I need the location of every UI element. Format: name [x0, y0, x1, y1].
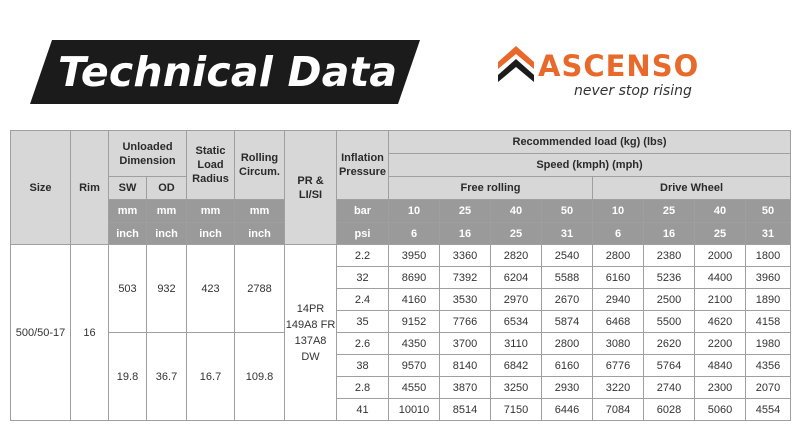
- load: 4160: [389, 289, 440, 311]
- load: 6776: [593, 355, 644, 377]
- unit-mm-rc: mm: [235, 200, 285, 223]
- speed-mph: 16: [644, 223, 695, 245]
- header-speed: Speed (kmph) (mph): [389, 154, 791, 177]
- load: 4554: [746, 399, 791, 421]
- load: 8690: [389, 267, 440, 289]
- load: 4840: [695, 355, 746, 377]
- load: 4620: [695, 311, 746, 333]
- speed-mph: 31: [542, 223, 593, 245]
- unit-bar: bar: [337, 200, 389, 223]
- load: 3110: [491, 333, 542, 355]
- load: 2800: [593, 245, 644, 267]
- pr-li-si: 14PR 149A8 FR 137A8 DW: [285, 245, 337, 421]
- load: 1890: [746, 289, 791, 311]
- speed-kmph: 40: [491, 200, 542, 223]
- unit-inch-od: inch: [147, 223, 187, 245]
- load: 6534: [491, 311, 542, 333]
- unit-inch-rc: inch: [235, 223, 285, 245]
- load: 6842: [491, 355, 542, 377]
- load: 2820: [491, 245, 542, 267]
- header-sw: SW: [109, 177, 147, 200]
- load: 6204: [491, 267, 542, 289]
- load: 2740: [644, 377, 695, 399]
- pressure: 38: [337, 355, 389, 377]
- load: 2620: [644, 333, 695, 355]
- pressure: 32: [337, 267, 389, 289]
- load: 5588: [542, 267, 593, 289]
- load: 2940: [593, 289, 644, 311]
- header-unloaded-dimension: Unloaded Dimension: [109, 131, 187, 177]
- tire-rim: 16: [71, 245, 109, 421]
- page-title: Technical Data: [58, 48, 398, 96]
- unit-mm-od: mm: [147, 200, 187, 223]
- header-od: OD: [147, 177, 187, 200]
- unit-mm-slr: mm: [187, 200, 235, 223]
- load: 2300: [695, 377, 746, 399]
- load: 6160: [542, 355, 593, 377]
- load: 7392: [440, 267, 491, 289]
- load: 3080: [593, 333, 644, 355]
- chevron-stack-icon: [496, 44, 536, 86]
- load: 2070: [746, 377, 791, 399]
- load: 2970: [491, 289, 542, 311]
- load: 6446: [542, 399, 593, 421]
- speed-mph: 25: [695, 223, 746, 245]
- slr-inch: 16.7: [187, 333, 235, 421]
- load: 9570: [389, 355, 440, 377]
- load: 3250: [491, 377, 542, 399]
- unit-psi: psi: [337, 223, 389, 245]
- load: 5236: [644, 267, 695, 289]
- unit-mm-sw: mm: [109, 200, 147, 223]
- brand-logo: [496, 44, 726, 104]
- load: 2100: [695, 289, 746, 311]
- od-mm: 932: [147, 245, 187, 333]
- load: 2000: [695, 245, 746, 267]
- sw-inch: 19.8: [109, 333, 147, 421]
- load: 10010: [389, 399, 440, 421]
- tire-size: 500/50-17: [11, 245, 71, 421]
- speed-kmph: 10: [593, 200, 644, 223]
- load: 5764: [644, 355, 695, 377]
- load: 3530: [440, 289, 491, 311]
- load: 2200: [695, 333, 746, 355]
- pressure: 35: [337, 311, 389, 333]
- load: 3950: [389, 245, 440, 267]
- speed-kmph: 25: [440, 200, 491, 223]
- header-rolling-circum: Rolling Circum.: [235, 131, 285, 200]
- load: 2540: [542, 245, 593, 267]
- load: 5874: [542, 311, 593, 333]
- speed-kmph: 25: [644, 200, 695, 223]
- speed-mph: 6: [593, 223, 644, 245]
- header-static-load-radius: Static Load Radius: [187, 131, 235, 200]
- slr-mm: 423: [187, 245, 235, 333]
- load: 2800: [542, 333, 593, 355]
- load: 7150: [491, 399, 542, 421]
- pressure: 2.8: [337, 377, 389, 399]
- od-inch: 36.7: [147, 333, 187, 421]
- brand-name: ASCENSO: [538, 49, 700, 83]
- unit-inch-sw: inch: [109, 223, 147, 245]
- load: 8514: [440, 399, 491, 421]
- rc-inch: 109.8: [235, 333, 285, 421]
- pressure: 2.6: [337, 333, 389, 355]
- load: 2500: [644, 289, 695, 311]
- load: 4400: [695, 267, 746, 289]
- load: 3960: [746, 267, 791, 289]
- header-recommended-load: Recommended load (kg) (lbs): [389, 131, 791, 154]
- load: 4550: [389, 377, 440, 399]
- technical-data-table: [10, 130, 791, 421]
- unit-inch-slr: inch: [187, 223, 235, 245]
- header-size: Size: [11, 131, 71, 245]
- header-free-rolling: Free rolling: [389, 177, 593, 200]
- load: 8140: [440, 355, 491, 377]
- load: 4158: [746, 311, 791, 333]
- load: 5500: [644, 311, 695, 333]
- load: 6028: [644, 399, 695, 421]
- rc-mm: 2788: [235, 245, 285, 333]
- speed-kmph: 50: [542, 200, 593, 223]
- load: 2930: [542, 377, 593, 399]
- load: 6160: [593, 267, 644, 289]
- load: 5060: [695, 399, 746, 421]
- header-rim: Rim: [71, 131, 109, 245]
- speed-kmph: 40: [695, 200, 746, 223]
- load: 4356: [746, 355, 791, 377]
- header-inflation-pressure: Inflation Pressure: [337, 131, 389, 200]
- speed-mph: 16: [440, 223, 491, 245]
- pressure: 2.2: [337, 245, 389, 267]
- load: 1800: [746, 245, 791, 267]
- load: 9152: [389, 311, 440, 333]
- load: 4350: [389, 333, 440, 355]
- load: 6468: [593, 311, 644, 333]
- load: 3220: [593, 377, 644, 399]
- sw-mm: 503: [109, 245, 147, 333]
- header-pr-li-si: PR & LI/SI: [285, 131, 337, 245]
- load: 7766: [440, 311, 491, 333]
- load: 3870: [440, 377, 491, 399]
- load: 3360: [440, 245, 491, 267]
- brand-tagline: never stop rising: [574, 83, 692, 99]
- speed-kmph: 10: [389, 200, 440, 223]
- load: 7084: [593, 399, 644, 421]
- load: 2670: [542, 289, 593, 311]
- load: 3700: [440, 333, 491, 355]
- header-drive-wheel: Drive Wheel: [593, 177, 791, 200]
- speed-kmph: 50: [746, 200, 791, 223]
- speed-mph: 25: [491, 223, 542, 245]
- load: 2380: [644, 245, 695, 267]
- pressure: 2.4: [337, 289, 389, 311]
- load: 1980: [746, 333, 791, 355]
- speed-mph: 31: [746, 223, 791, 245]
- pressure: 41: [337, 399, 389, 421]
- speed-mph: 6: [389, 223, 440, 245]
